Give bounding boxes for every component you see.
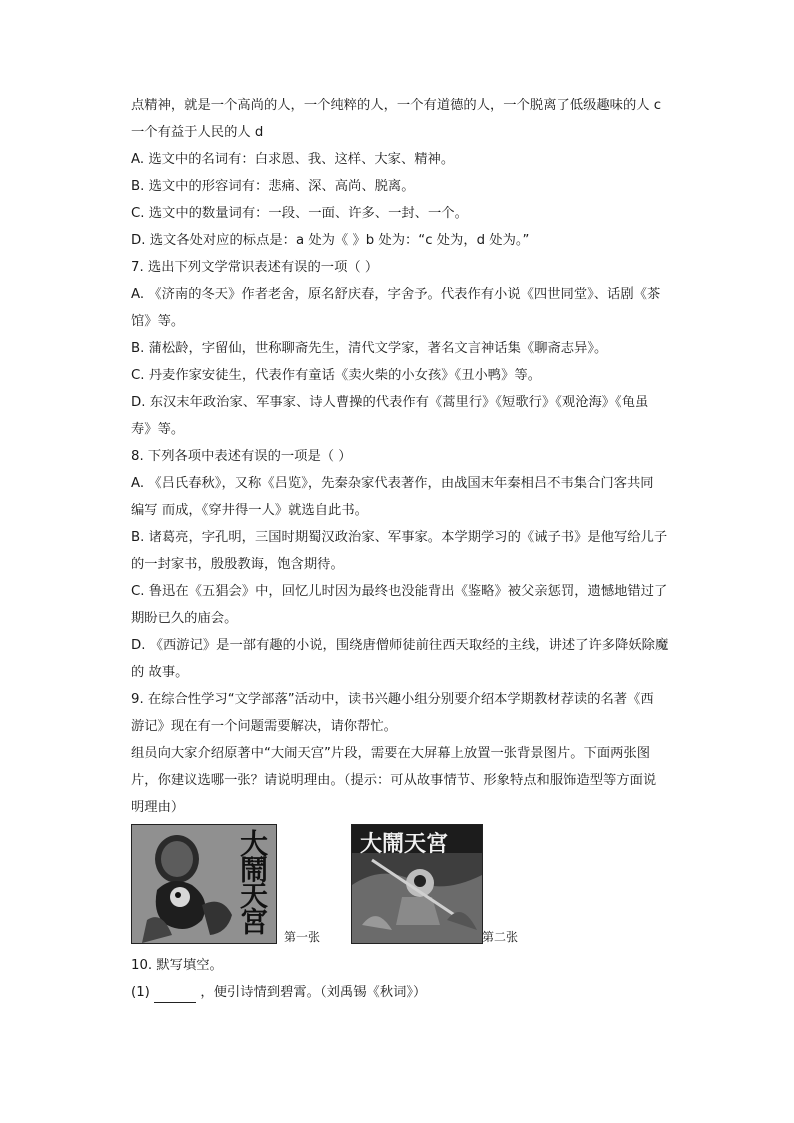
q8-option-c-cont: 期盼已久的庙会。 [131, 611, 238, 626]
question-9-task: 组员向大家介绍原著中“大闹天宫”片段，需要在大屏幕上放置一张背景图片。下面两张图 [131, 746, 651, 761]
question-9: 9. 在综合性学习“文学部落”活动中，读书兴趣小组分别要介绍本学期教材荐读的名著《西 [131, 692, 654, 707]
option-b: B. 选文中的形容词有：悲痛、深、高尚、脱离。 [131, 179, 415, 194]
calligraphy-title: 大鬧天宮 [360, 831, 449, 857]
text-line: 一个有益于人民的人 d [131, 125, 264, 140]
q8-option-a-cont: 编写 而成，《穿井得一人》就选自此书。 [131, 503, 368, 518]
picture-one [131, 824, 277, 944]
question-7: 7. 选出下列文学常识表述有误的一项（ ） [131, 260, 379, 275]
caption-one: 第一张 [284, 930, 321, 944]
question-10: 10. 默写填空。 [131, 958, 223, 973]
caption-two: 第二张 [482, 930, 519, 944]
q8-option-d-cont: 的 故事。 [131, 665, 189, 680]
option-c: C. 选文中的数量词有：一段、一面、许多、一封、一个。 [131, 206, 468, 221]
q8-option-d: D. 《西游记》是一部有趣的小说，围绕唐僧师徒前往西天取经的主线，讲述了许多降妖除魔 [131, 638, 669, 653]
question-9-task-cont: 片，你建议选哪一张？请说明理由。（提示：可从故事情节、形象特点和服饰造型等方面说 [131, 773, 657, 788]
fill-in-blank[interactable] [154, 988, 196, 1003]
item-number: (1) [131, 985, 150, 1000]
q7-option-a-cont: 馆》等。 [131, 314, 185, 329]
q8-option-b: B. 诸葛亮，字孔明，三国时期蜀汉政治家、军事家。本学期学习的《诫子书》是他写给儿子 [131, 530, 668, 545]
q7-option-a: A. 《济南的冬天》作者老舍，原名舒庆春，字舍予。代表作有小说《四世同堂》、话剧《茶 [131, 287, 661, 302]
text-line: 点精神，就是一个高尚的人，一个纯粹的人，一个有道德的人，一个脱离了低级趣味的人 c [131, 98, 662, 113]
question-8: 8. 下列各项中表述有误的一项是（ ） [131, 449, 352, 464]
q7-option-c: C. 丹麦作家安徒生，代表作有童话《卖火柴的小女孩》《丑小鸭》等。 [131, 368, 541, 383]
q8-option-a: A. 《吕氏春秋》，又称《吕览》，先秦杂家代表著作，由战国末年秦相吕不韦集合门客共同 [131, 476, 654, 491]
document-body [131, 96, 671, 1010]
item-text: ，便引诗情到碧霄。（刘禹锡《秋词》） [200, 985, 427, 1000]
question-9-task-end: 明理由） [131, 800, 185, 815]
q8-option-b-cont: 的一封家书，殷殷教诲，饱含期待。 [131, 557, 344, 572]
figure-row [131, 824, 671, 952]
question-9-cont: 游记》现在有一个问题需要解决，请你帮忙。 [131, 719, 397, 734]
q7-option-d-cont: 寿》等。 [131, 422, 185, 437]
question-10-1 [131, 983, 671, 1003]
q7-option-d: D. 东汉末年政治家、军事家、诗人曹操的代表作有《蒿里行》《短歌行》《观沧海》《龟虽 [131, 395, 649, 410]
option-a: A. 选文中的名词有：白求恩、我、这样、大家、精神。 [131, 152, 455, 167]
q7-option-b: B. 蒲松龄，字留仙，世称聊斋先生，清代文学家，著名文言神话集《聊斋志异》。 [131, 341, 608, 356]
q8-option-c: C. 鲁迅在《五猖会》中，回忆儿时因为最终也没能背出《鉴略》被父亲惩罚，遗憾地错过了 [131, 584, 668, 599]
picture-two [351, 824, 483, 944]
option-d: D. 选文各处对应的标点是：a 处为《 》b 处为：“c 处为，d 处为。” [131, 233, 530, 248]
calligraphy-title: 大鬧天宮 [236, 829, 269, 933]
